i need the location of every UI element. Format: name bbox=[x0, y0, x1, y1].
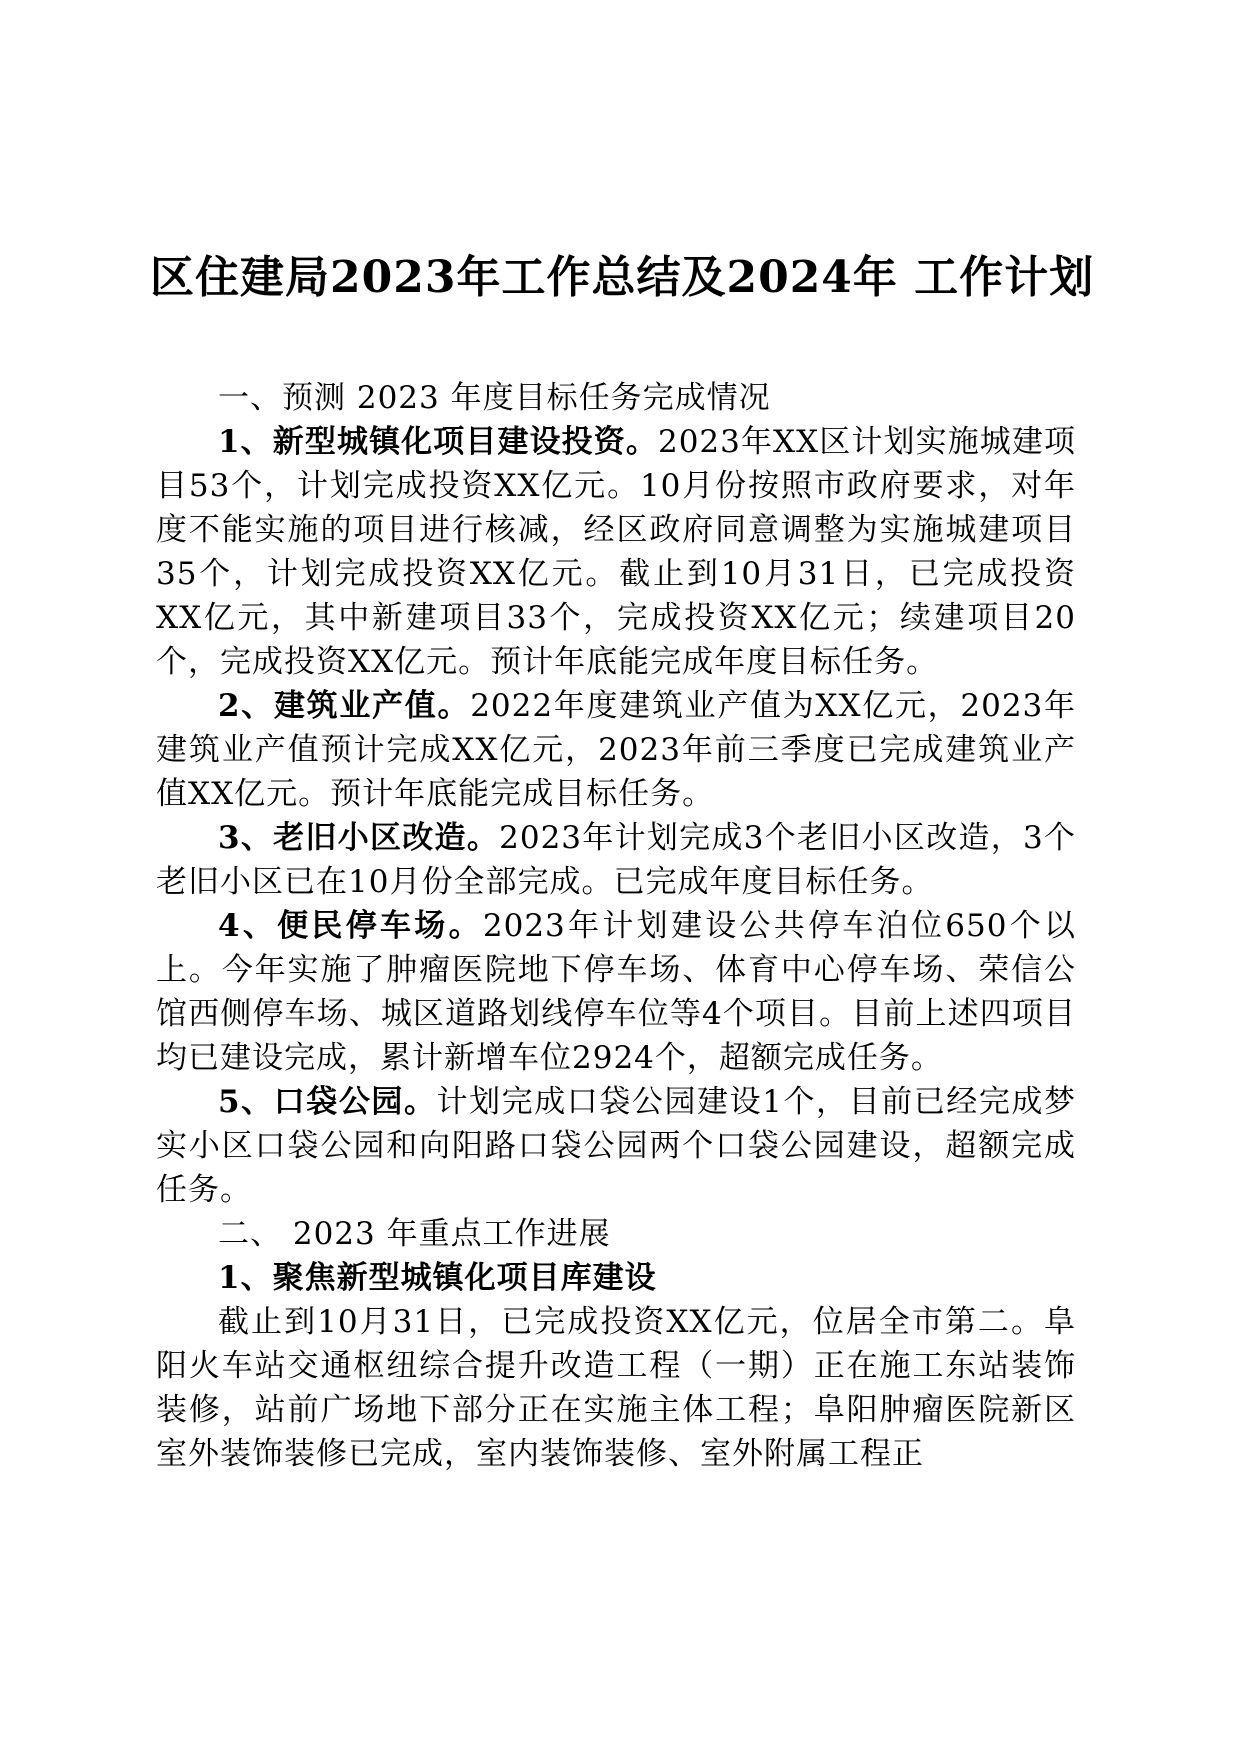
item-5-lead: 5、口袋公园。 bbox=[218, 1084, 437, 1120]
item-1-lead: 1、新型城镇化项目建设投资。 bbox=[218, 424, 658, 460]
item-1-text: 2023年XX区计划实施城建项目53个，计划完成投资XX亿元。10月份按照市政府要求，对年度不能实施的项目进行核减，经区政府同意调整为实施城建项目35个，计划完成投资XX亿元。截止到10月31日，已完成投资XX亿元，其中新建项目33个，完成投资XX亿元；续建项目20个，完成投资XX亿元。预计年底能完成年度目标任务。 bbox=[156, 424, 1076, 680]
section-1-heading: 一、预测 2023 年度目标任务完成情况 bbox=[218, 380, 771, 416]
paragraph-item-5 bbox=[156, 1080, 1076, 1212]
paragraph-item-4 bbox=[156, 904, 1076, 1080]
item-2-lead: 2、建筑业产值。 bbox=[218, 688, 471, 724]
item-2-text: 2022年度建筑业产值为XX亿元，2023年建筑业产值预计完成XX亿元，2023年前三季度已完成建筑业产值XX亿元。预计年底能完成目标任务。 bbox=[156, 688, 1076, 812]
item-5-text: 计划完成口袋公园建设1个，目前已经完成梦实小区口袋公园和向阳路口袋公园两个口袋公园建设，超额完成任务。 bbox=[156, 1084, 1076, 1208]
section-2-subheading: 1、聚焦新型城镇化项目库建设 bbox=[218, 1260, 657, 1296]
section-2-heading: 二、 2023 年重点工作进展 bbox=[218, 1216, 611, 1252]
item-3-text: 2023年计划完成3个老旧小区改造，3个老旧小区已在10月份全部完成。已完成年度目标任务。 bbox=[156, 820, 1076, 900]
item-3-lead: 3、老旧小区改造。 bbox=[218, 820, 500, 856]
item-4-lead: 4、便民停车场。 bbox=[218, 908, 483, 944]
section-2-paragraph: 截止到10月31日，已完成投资XX亿元，位居全市第二。阜阳火车站交通枢纽综合提升改造工程（一期）正在施工东站装饰装修，站前广场地下部分正在实施主体工程；阜阳肿瘤医院新区室外装饰装修已完成，室内装饰装修、室外附属工程正 bbox=[156, 1304, 1076, 1472]
paragraph-item-3 bbox=[156, 816, 1076, 904]
document-body bbox=[156, 376, 1076, 1476]
paragraph-item-1 bbox=[156, 420, 1076, 684]
paragraph-item-2 bbox=[156, 684, 1076, 816]
item-4-text: 2023年计划建设公共停车泊位650个以上。今年实施了肿瘤医院地下停车场、体育中心停车场、荣信公馆西侧停车场、城区道路划线停车位等4个项目。目前上述四项目均已建设完成，累计新增车位2924个，超额完成任务。 bbox=[156, 908, 1076, 1076]
document-title: 区住建局2023年工作总结及2024年 工作计划 bbox=[150, 252, 1095, 303]
